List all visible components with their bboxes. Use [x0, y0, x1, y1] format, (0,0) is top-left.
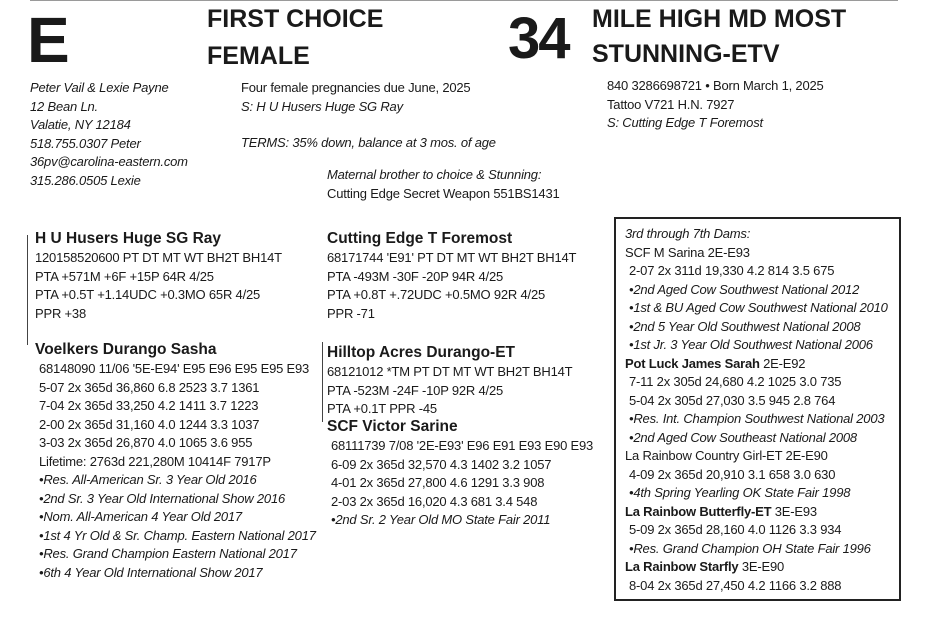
dam-line: 68148090 11/06 '5E-E94' E95 E96 E95 E95 E93 — [39, 361, 310, 376]
dam-of-animal-name: SCF Victor Sarine — [327, 418, 458, 435]
dam-block — [35, 340, 316, 582]
sire-line: PTA +0.5T +1.14UDC +0.3MO 65R 4/25 — [35, 287, 261, 302]
consignor-block — [30, 79, 188, 190]
consignor-line: Valatie, NY 12184 — [30, 117, 131, 132]
dam-honor: •6th 4 Year Old International Show 2017 — [39, 564, 263, 580]
sire-of-animal-block — [327, 229, 576, 323]
dam-entry-record: 5-04 2x 305d 27,030 3.5 945 2.8 764 — [629, 392, 836, 408]
pedigree-bracket — [27, 235, 28, 345]
animal-name-line-1: MILE HIGH MD MOST — [592, 5, 847, 33]
lot-letter: E — [27, 4, 69, 76]
dam-line: 2-00 2x 365d 31,160 4.0 1244 3.3 1037 — [39, 416, 260, 432]
sire-of-animal-name: Cutting Edge T Foremost — [327, 230, 513, 247]
sire-of-animal-line: PTA +0.8T +.72UDC +0.5MO 92R 4/25 — [327, 287, 546, 302]
dam-entry-name: SCF M Sarina 2E-E93 — [625, 244, 750, 260]
dam-of-animal-line: 4-01 2x 365d 27,800 4.6 1291 3.3 908 — [331, 475, 545, 490]
dam-name: Voelkers Durango Sasha — [35, 341, 217, 358]
dam-entry-honor: •2nd Aged Cow Southeast National 2008 — [629, 429, 857, 445]
dam-line: Lifetime: 2763d 221,280M 10414F 7917P — [39, 453, 271, 469]
dams-heading: 3rd through 7th Dams: — [625, 226, 751, 241]
top-rule — [30, 0, 898, 1]
dam-entry-record: 2-07 2x 311d 19,330 4.2 814 3.5 675 — [629, 263, 835, 278]
dams-box — [614, 217, 901, 601]
dam-of-animal-line: 68111739 7/08 '2E-E93' E96 E91 E93 E90 E93 — [331, 438, 594, 453]
dam-entry-honor: •4th Spring Yearling OK State Fair 1998 — [629, 485, 851, 500]
dam-entry-honor: •1st & BU Aged Cow Southwest National 2010 — [629, 300, 888, 315]
dam-honor: •1st 4 Yr Old & Sr. Champ. Eastern National 2017 — [39, 527, 316, 543]
maternal-line-2: Cutting Edge Secret Weapon 551BS1431 — [327, 185, 560, 201]
dam-entry-honor: •Res. Int. Champion Southwest National 2003 — [629, 411, 885, 426]
dam-entry-record: 8-04 2x 365d 27,450 4.2 1166 3.2 888 — [629, 577, 842, 593]
sire-of-animal-line: PTA -493M -30F -20P 94R 4/25 — [327, 268, 504, 284]
consignor-line: 315.286.0505 Lexie — [30, 172, 141, 188]
animal-name-line-2: STUNNING-ETV — [592, 40, 780, 68]
sire-of-animal-line: 68171744 'E91' PT DT MT WT BH2T BH14T — [327, 250, 577, 265]
sire-line: PTA +571M +6F +15P 64R 4/25 — [35, 268, 214, 284]
dam-of-animal-block — [327, 417, 593, 530]
sire-of-animal-line: PPR -71 — [327, 305, 375, 321]
maternal-block — [327, 166, 560, 203]
dam-honor: •Nom. All-American 4 Year Old 2017 — [39, 509, 242, 524]
dam-line: 3-03 2x 365d 26,870 4.0 1065 3.6 955 — [39, 435, 253, 450]
dam-of-animal-honor: •2nd Sr. 2 Year Old MO State Fair 2011 — [331, 512, 551, 527]
dam-entry-honor: •2nd Aged Cow Southwest National 2012 — [629, 281, 860, 297]
dam-entry-name: La Rainbow Butterfly-ET 3E-E93 — [625, 503, 817, 519]
animal-sire: S: Cutting Edge T Foremost — [607, 115, 763, 130]
dam-entry-honor: •Res. Grand Champion OH State Fair 1996 — [629, 540, 871, 556]
dam-honor: •Res. Grand Champion Eastern National 2017 — [39, 546, 297, 561]
maternal-grandsire-name: Hilltop Acres Durango-ET — [327, 344, 516, 361]
consignor-line: 12 Bean Ln. — [30, 98, 98, 114]
dam-entry-honor: •1st Jr. 3 Year Old Southwest National 2006 — [629, 337, 873, 352]
sire-name: H U Husers Huge SG Ray — [35, 230, 222, 247]
consignor-line: 518.755.0307 Peter — [30, 135, 141, 151]
dam-entry-record: 7-11 2x 305d 24,680 4.2 1025 3.0 735 — [629, 374, 842, 389]
animal-id: 840 3286698721 • Born March 1, 2025 — [607, 78, 824, 93]
title-line-1: FIRST CHOICE — [207, 5, 384, 33]
title-line-2: FEMALE — [207, 42, 310, 70]
maternal-grandsire-line: 68121012 *TM PT DT MT WT BH2T BH14T — [327, 364, 573, 379]
maternal-grandsire-line: PTA +0.1T PPR -45 — [327, 401, 437, 416]
dam-line: 5-07 2x 365d 36,860 6.8 2523 3.7 1361 — [39, 379, 260, 395]
dam-line: 7-04 2x 365d 33,250 4.2 1411 3.7 1223 — [39, 398, 259, 413]
animal-tattoo: Tattoo V721 H.N. 7927 — [607, 96, 735, 112]
sire-block — [35, 229, 282, 323]
dam-entry-record: 5-09 2x 365d 28,160 4.0 1126 3.3 934 — [629, 522, 842, 537]
dam-of-animal-line: 6-09 2x 365d 32,570 4.3 1402 3.2 1057 — [331, 456, 552, 472]
sire-line: 120158520600 PT DT MT WT BH2T BH14T — [35, 250, 282, 265]
pregnancy-sire: S: H U Husers Huge SG Ray — [241, 98, 403, 114]
maternal-grandsire-block — [327, 343, 572, 419]
maternal-line-1: Maternal brother to choice & Stunning: — [327, 167, 542, 182]
dam-of-animal-line: 2-03 2x 365d 16,020 4.3 681 3.4 548 — [331, 493, 538, 509]
dam-entry-name: La Rainbow Country Girl-ET 2E-E90 — [625, 448, 828, 463]
animal-info — [607, 77, 824, 133]
maternal-grandsire-line: PTA -523M -24F -10P 92R 4/25 — [327, 382, 504, 398]
sire-line: PPR +38 — [35, 305, 86, 321]
dam-entry-honor: •2nd 5 Year Old Southwest National 2008 — [629, 318, 861, 334]
dam-honor: •2nd Sr. 3 Year Old International Show 2016 — [39, 490, 286, 506]
pregnancy-desc: Four female pregnancies due June, 2025 — [241, 80, 471, 95]
dam-honor: •Res. All-American Sr. 3 Year Old 2016 — [39, 472, 257, 487]
dam-entry-name: La Rainbow Starfly 3E-E90 — [625, 559, 785, 574]
terms: TERMS: 35% down, balance at 3 mos. of age — [241, 135, 496, 150]
lot-number: 34 — [508, 6, 569, 71]
pedigree-bracket — [322, 342, 323, 422]
consignor-line: Peter Vail & Lexie Payne — [30, 80, 169, 95]
consignor-email: 36pv@carolina-eastern.com — [30, 154, 188, 169]
pregnancy-block — [241, 79, 470, 116]
dam-entry-record: 4-09 2x 365d 20,910 3.1 658 3.0 630 — [629, 466, 836, 482]
dam-entry-name: Pot Luck James Sarah 2E-E92 — [625, 355, 806, 371]
